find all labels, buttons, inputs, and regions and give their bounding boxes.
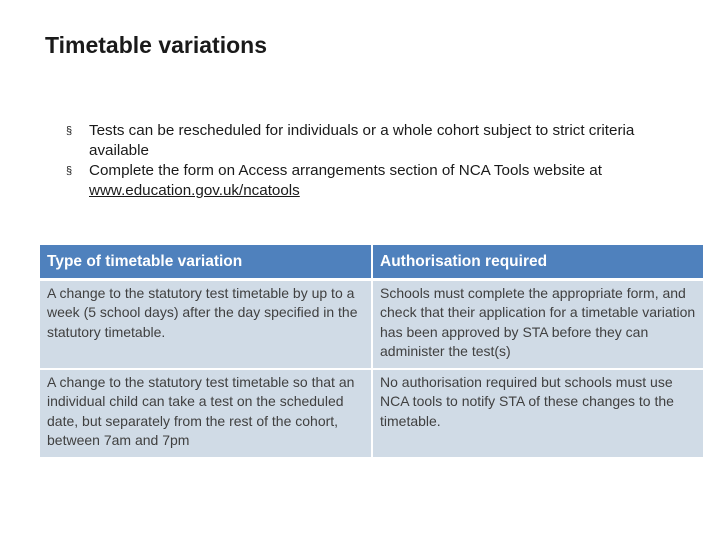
table-cell: A change to the statutory test timetable so that an individual child can take a test on the scheduled date, but separately from the rest of the cohort, between 7am and 7pm	[40, 369, 372, 458]
bullet-marker: §	[66, 165, 73, 177]
bullet-text: Tests can be rescheduled for individuals or a whole cohort subject to strict criteria available	[89, 122, 635, 159]
bullet-list	[66, 121, 656, 201]
column-header-type: Type of timetable variation	[40, 245, 372, 279]
page-title: Timetable variations	[45, 32, 267, 58]
table-cell: No authorisation required but schools must use NCA tools to notify STA of these changes to the timetable.	[372, 369, 703, 458]
bullet-marker: §	[66, 125, 73, 137]
table-cell: A change to the statutory test timetable by up to a week (5 school days) after the day specified in the statutory timetable.	[40, 279, 372, 369]
timetable-variation-table	[40, 245, 703, 459]
bullet-item-2	[66, 161, 656, 201]
table-cell: Schools must complete the appropriate form, and check that their application for a timetable variation has been approved by STA before they can administer the test(s)	[372, 279, 703, 369]
ncatools-link[interactable]: www.education.gov.uk/ncatools	[89, 182, 300, 199]
table-row	[40, 369, 703, 458]
column-header-authorisation: Authorisation required	[372, 245, 703, 279]
table-row	[40, 279, 703, 369]
table-header-row	[40, 245, 703, 279]
bullet-item-1	[66, 121, 656, 161]
bullet-text: Complete the form on Access arrangements section of NCA Tools website at	[89, 162, 602, 179]
